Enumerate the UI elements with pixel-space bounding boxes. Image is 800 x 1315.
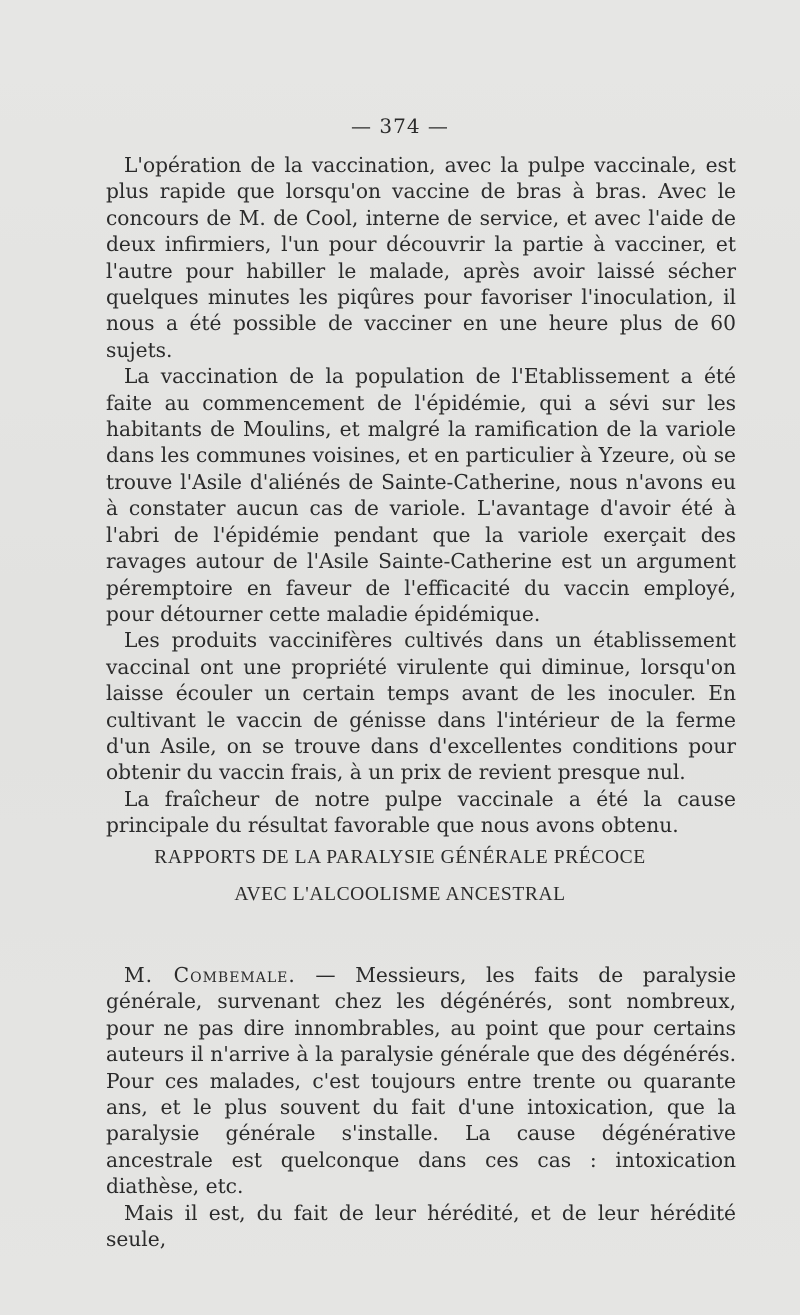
paragraph-vaccine-products: Les produits vaccinifères cultivés dans un établissement vaccinal ont une propriété virulente qui diminue, lorsqu'on laisse écouler un certain temps avant de les inoculer. En cultivant le vaccin de génisse dans l'intérieur de la ferme d'un Asile, on se trouve dans d'excellentes conditions pour obtenir du vaccin frais, à un prix de revient presque nul. — [106, 628, 736, 785]
paragraph-combemale-intro — [106, 962, 736, 1200]
speaker-name: M. Combemale. — [124, 963, 296, 987]
paralysis-text-section — [106, 962, 736, 1252]
paragraph-combemale-text: — Messieurs, les faits de paralysie générale, survenant chez les dégénérés, sont nombreux, pour ne pas dire innombrables, au point que pour certains auteurs il n'arrive à la paralysie générale que des dégénérés. Pour ces malades, c'est toujours entre trente ou quarante ans, et le plus souvent du fait d'une intoxication, que la paralysie générale s'installe. La cause dégénérative ancestrale est quelconque dans ces cas : intoxication diathèse, etc. — [106, 963, 737, 1199]
paragraph-fresh-pulp: La fraîcheur de notre pulpe vaccinale a été la cause principale du résultat favorable que nous avons obtenu. — [106, 786, 736, 838]
paragraph-heredity: Mais il est, du fait de leur hérédité, et de leur hérédité seule, — [106, 1200, 736, 1252]
page-number: — 374 — — [351, 114, 449, 138]
section-heading-line-1: RAPPORTS DE LA PARALYSIE GÉNÉRALE PRÉCOCE — [154, 847, 646, 868]
section-heading-line-2: AVEC L'ALCOOLISME ANCESTRAL — [234, 884, 566, 905]
paragraph-vaccination-operation: L'opération de la vaccination, avec la pulpe vaccinale, est plus rapide que lorsqu'on vaccine de bras à bras. Avec le concours de M. de Cool, interne de service, et avec l'aide de deux infirmiers, l'un pour découvrir la partie à vacciner, et l'autre pour habiller le malade, après avoir laissé sécher quelques minutes les piqûres pour favoriser l'inoculation, il nous a été possible de vacciner en une heure plus de 60 sujets. — [106, 153, 736, 362]
paragraph-population-vaccination: La vaccination de la population de l'Etablissement a été faite au commencement de l'épidémie, qui a sévi sur les habitants de Moulins, et malgré la ramification de la variole dans les communes voisines, et en particulier à Yzeure, où se trouve l'Asile d'aliénés de Sainte-Catherine, nous n'avons eu à constater aucun cas de variole. L'avantage d'avoir été à l'abri de l'épidémie pendant que la variole exerçait des ravages autour de l'Asile Sainte-Catherine est un argument péremptoire en faveur de l'efficacité du vaccin employé, pour détourner cette maladie épidémique. — [106, 364, 736, 626]
vaccination-text-section — [106, 152, 736, 839]
